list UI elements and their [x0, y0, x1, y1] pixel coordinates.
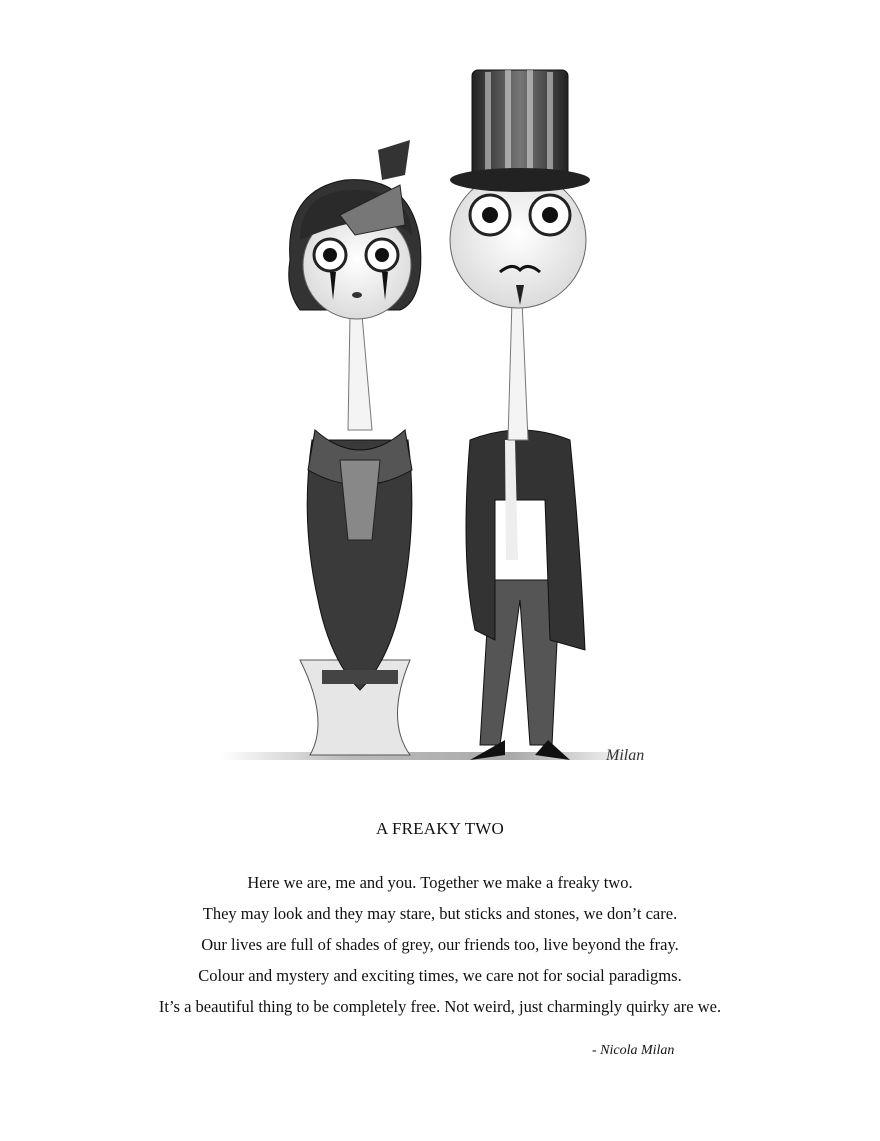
artist-signature: Milan — [606, 747, 645, 764]
poem-line: Our lives are full of shades of grey, our friends too, live beyond the fray. — [201, 935, 679, 954]
poem-line: They may look and they may stare, but sticks and stones, we don’t care. — [202, 904, 678, 923]
man-figure — [450, 70, 590, 760]
poem-line: Here we are, me and you. Together we make a freaky two. — [247, 873, 633, 892]
poem-title: A FREAKY TWO — [375, 819, 505, 838]
poem-line: It’s a beautiful thing to be completely free. Not weird, just charmingly quirky are we. — [158, 997, 722, 1016]
poem-author: - Nicola Milan — [592, 1043, 675, 1058]
poem-line: Colour and mystery and exciting times, we care not for social paradigms. — [198, 966, 682, 985]
ground-shadow — [220, 752, 640, 760]
woman-figure — [289, 140, 421, 755]
poem-body — [0, 870, 880, 1025]
